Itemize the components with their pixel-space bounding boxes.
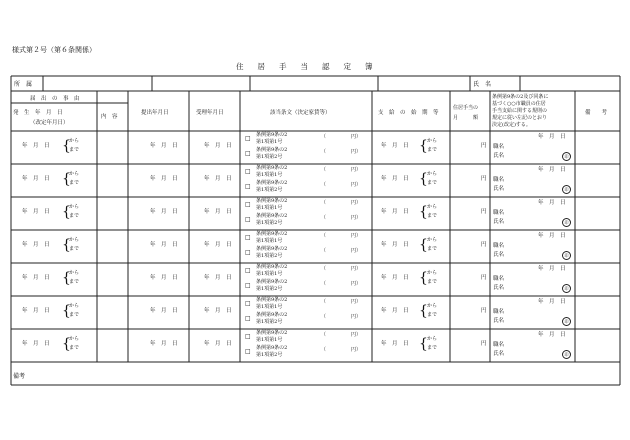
- until-label: まで: [69, 279, 80, 285]
- position-label: 職名: [493, 210, 505, 216]
- receipt-date: 年 月 日: [204, 242, 232, 248]
- article-line: 条例第9条の2: [256, 279, 288, 285]
- brace-open-icon: {: [419, 204, 428, 220]
- until-label: まで: [69, 246, 80, 252]
- rent-amount: （ 円）: [321, 134, 362, 140]
- rent-amount: （ 円）: [321, 299, 362, 305]
- seal-icon: 印: [562, 218, 571, 227]
- rent-amount: （ 円）: [321, 167, 362, 173]
- until-label: まで: [69, 345, 80, 351]
- article-line: 第1項第2号: [256, 154, 283, 160]
- footer-remarks-label: 備考: [13, 373, 26, 380]
- decision-line: 条例第9条の2及び同条に: [492, 94, 549, 100]
- occurrence-date: 年 月 日: [22, 176, 50, 182]
- rent-amount: （ 円）: [321, 281, 362, 287]
- rent-amount: （ 円）: [321, 233, 362, 239]
- from-label: から: [427, 270, 438, 276]
- payment-start-date: 年 月 日: [381, 143, 409, 149]
- brace-open-icon: {: [62, 336, 71, 352]
- until-label: まで: [69, 213, 80, 219]
- position-label: 職名: [493, 342, 505, 348]
- allowance-yen: 円: [481, 209, 487, 215]
- until-label: まで: [427, 345, 438, 351]
- seal-icon: 印: [562, 317, 571, 326]
- submit-date: 年 月 日: [150, 209, 178, 215]
- submit-date-header: 提出年月日: [141, 110, 169, 116]
- decision-date: 年 月 日: [538, 134, 566, 140]
- position-label: 職名: [493, 243, 505, 249]
- article-line: 条例第9条の2: [256, 165, 288, 171]
- from-label: から: [69, 270, 80, 276]
- occurrence-date: 年 月 日: [22, 143, 50, 149]
- revision-date-header: （改定年月日）: [30, 120, 69, 126]
- brace-open-icon: {: [62, 270, 71, 286]
- rent-amount: （ 円）: [321, 266, 362, 272]
- payment-start-header: 支 給 の 始 期 等: [378, 110, 439, 116]
- article-line: 条例第9条の2: [256, 147, 288, 153]
- submit-date: 年 月 日: [150, 341, 178, 347]
- decision-line: 決定(改定)する。: [492, 122, 531, 128]
- checkbox[interactable]: □: [245, 150, 251, 157]
- receipt-date-header: 受理年月日: [196, 110, 224, 116]
- article-line: 第1項第2号: [256, 253, 283, 259]
- name-label: 氏名: [493, 186, 505, 192]
- until-label: まで: [427, 246, 438, 252]
- allowance-header-line1: 住居手当の: [453, 105, 479, 111]
- submit-date: 年 月 日: [150, 143, 178, 149]
- rent-amount: （ 円）: [321, 182, 362, 188]
- form-title: 住居手当認定簿: [236, 62, 387, 71]
- decision-date: 年 月 日: [538, 233, 566, 239]
- brace-open-icon: {: [62, 171, 71, 187]
- decision-date: 年 月 日: [538, 299, 566, 305]
- brace-open-icon: {: [419, 237, 428, 253]
- rent-amount: （ 円）: [321, 248, 362, 254]
- from-label: から: [427, 303, 438, 309]
- name-label: 氏名: [493, 153, 505, 159]
- decision-date: 年 月 日: [538, 266, 566, 272]
- article-line: 第1項第1号: [256, 238, 283, 244]
- position-label: 職名: [493, 177, 505, 183]
- allowance-yen: 円: [481, 308, 487, 314]
- payment-start-date: 年 月 日: [381, 176, 409, 182]
- checkbox[interactable]: □: [245, 183, 251, 190]
- from-label: から: [427, 336, 438, 342]
- decision-date: 年 月 日: [538, 332, 566, 338]
- receipt-date: 年 月 日: [204, 176, 232, 182]
- brace-open-icon: {: [419, 138, 428, 154]
- article-line: 条例第9条の2: [256, 231, 288, 237]
- article-line: 条例第9条の2: [256, 330, 288, 336]
- content-header: 内 容: [101, 114, 118, 120]
- name-label: 氏名: [493, 219, 505, 225]
- receipt-date: 年 月 日: [204, 308, 232, 314]
- name-label: 氏名: [493, 252, 505, 258]
- decision-date: 年 月 日: [538, 167, 566, 173]
- remarks-header: 備 考: [585, 110, 608, 116]
- from-label: から: [69, 303, 80, 309]
- article-line: 第1項第2号: [256, 352, 283, 358]
- receipt-date: 年 月 日: [204, 341, 232, 347]
- occurrence-date: 年 月 日: [22, 308, 50, 314]
- occurrence-date: 年 月 日: [22, 341, 50, 347]
- checkbox[interactable]: □: [245, 249, 251, 256]
- position-label: 職名: [493, 276, 505, 282]
- brace-open-icon: {: [419, 303, 428, 319]
- until-label: まで: [427, 147, 438, 153]
- article-line: 条例第9条の2: [256, 345, 288, 351]
- payment-start-date: 年 月 日: [381, 209, 409, 215]
- article-line: 第1項第1号: [256, 304, 283, 310]
- from-label: から: [427, 204, 438, 210]
- occurrence-date: 年 月 日: [22, 275, 50, 281]
- allowance-yen: 円: [481, 176, 487, 182]
- from-label: から: [69, 336, 80, 342]
- until-label: まで: [69, 180, 80, 186]
- allowance-yen: 円: [481, 242, 487, 248]
- payment-start-date: 年 月 日: [381, 275, 409, 281]
- allowance-yen: 円: [481, 341, 487, 347]
- occurrence-date: 年 月 日: [22, 209, 50, 215]
- brace-open-icon: {: [62, 204, 71, 220]
- until-label: まで: [427, 180, 438, 186]
- brace-open-icon: {: [62, 138, 71, 154]
- submit-date: 年 月 日: [150, 242, 178, 248]
- rent-amount: （ 円）: [321, 215, 362, 221]
- checkbox[interactable]: □: [245, 267, 251, 274]
- seal-icon: 印: [562, 251, 571, 260]
- article-line: 第1項第2号: [256, 319, 283, 325]
- checkbox[interactable]: □: [245, 315, 251, 322]
- seal-icon: 印: [562, 284, 571, 293]
- decision-line: 基づく○○市職員の住居: [492, 101, 546, 107]
- rent-amount: （ 円）: [321, 347, 362, 353]
- seal-icon: 印: [562, 350, 571, 359]
- until-label: まで: [427, 213, 438, 219]
- rent-amount: （ 円）: [321, 200, 362, 206]
- article-line: 第1項第1号: [256, 271, 283, 277]
- from-label: から: [69, 204, 80, 210]
- payment-start-date: 年 月 日: [381, 341, 409, 347]
- decision-date: 年 月 日: [538, 200, 566, 206]
- from-label: から: [427, 171, 438, 177]
- allowance-yen: 円: [481, 275, 487, 281]
- brace-open-icon: {: [419, 270, 428, 286]
- brace-open-icon: {: [419, 171, 428, 187]
- brace-open-icon: {: [62, 237, 71, 253]
- seal-icon: 印: [562, 152, 571, 161]
- brace-open-icon: {: [62, 303, 71, 319]
- rent-amount: （ 円）: [321, 332, 362, 338]
- rent-amount: （ 円）: [321, 149, 362, 155]
- occurrence-date: 年 月 日: [22, 242, 50, 248]
- name-label: 氏名: [493, 351, 505, 357]
- article-line: 条例第9条の2: [256, 213, 288, 219]
- checkbox[interactable]: □: [245, 135, 251, 142]
- article-line: 第1項第2号: [256, 220, 283, 226]
- article-line: 第1項第2号: [256, 286, 283, 292]
- checkbox[interactable]: □: [245, 168, 251, 175]
- brace-open-icon: {: [419, 336, 428, 352]
- article-line: 第1項第2号: [256, 187, 283, 193]
- article-line: 条例第9条の2: [256, 132, 288, 138]
- checkbox[interactable]: □: [245, 348, 251, 355]
- submit-date: 年 月 日: [150, 308, 178, 314]
- from-label: から: [427, 138, 438, 144]
- checkbox[interactable]: □: [245, 216, 251, 223]
- until-label: まで: [427, 279, 438, 285]
- form-number: 様式第２号（第６条関係）: [12, 46, 96, 54]
- occurrence-date-header: 発 生 年 月 日: [13, 110, 63, 116]
- until-label: まで: [427, 312, 438, 318]
- article-header: 該当条文（決定家賃等）: [270, 110, 331, 116]
- submit-date: 年 月 日: [150, 176, 178, 182]
- seal-icon: 印: [562, 185, 571, 194]
- receipt-date: 年 月 日: [204, 209, 232, 215]
- receipt-date: 年 月 日: [204, 143, 232, 149]
- decision-statement: [492, 94, 548, 129]
- name-label: 氏名: [493, 318, 505, 324]
- affiliation-label: 所 属: [14, 81, 33, 88]
- article-line: 条例第9条の2: [256, 246, 288, 252]
- checkbox[interactable]: □: [245, 282, 251, 289]
- article-line: 第1項第1号: [256, 337, 283, 343]
- payment-start-date: 年 月 日: [381, 242, 409, 248]
- article-line: 第1項第1号: [256, 172, 283, 178]
- receipt-date: 年 月 日: [204, 275, 232, 281]
- article-line: 条例第9条の2: [256, 312, 288, 318]
- decision-line: 手当支給に関する規則の: [492, 108, 548, 114]
- checkbox[interactable]: □: [245, 300, 251, 307]
- article-line: 第1項第1号: [256, 205, 283, 211]
- from-label: から: [69, 237, 80, 243]
- article-line: 第1項第1号: [256, 139, 283, 145]
- submit-date: 年 月 日: [150, 275, 178, 281]
- checkbox[interactable]: □: [245, 201, 251, 208]
- from-label: から: [69, 138, 80, 144]
- article-line: 条例第9条の2: [256, 180, 288, 186]
- allowance-header-line2: 月 額: [453, 115, 479, 121]
- name-label: 氏 名: [473, 81, 492, 88]
- checkbox[interactable]: □: [245, 234, 251, 241]
- position-label: 職名: [493, 144, 505, 150]
- payment-start-date: 年 月 日: [381, 308, 409, 314]
- report-matter-header: 届 出 の 事 由: [30, 96, 80, 102]
- position-label: 職名: [493, 309, 505, 315]
- name-label: 氏名: [493, 285, 505, 291]
- decision-line: 規定に従い左記のとおり: [492, 115, 548, 121]
- until-label: まで: [69, 312, 80, 318]
- allowance-yen: 円: [481, 143, 487, 149]
- article-line: 条例第9条の2: [256, 264, 288, 270]
- until-label: まで: [69, 147, 80, 153]
- from-label: から: [427, 237, 438, 243]
- article-line: 条例第9条の2: [256, 198, 288, 204]
- article-line: 条例第9条の2: [256, 297, 288, 303]
- rent-amount: （ 円）: [321, 314, 362, 320]
- from-label: から: [69, 171, 80, 177]
- checkbox[interactable]: □: [245, 333, 251, 340]
